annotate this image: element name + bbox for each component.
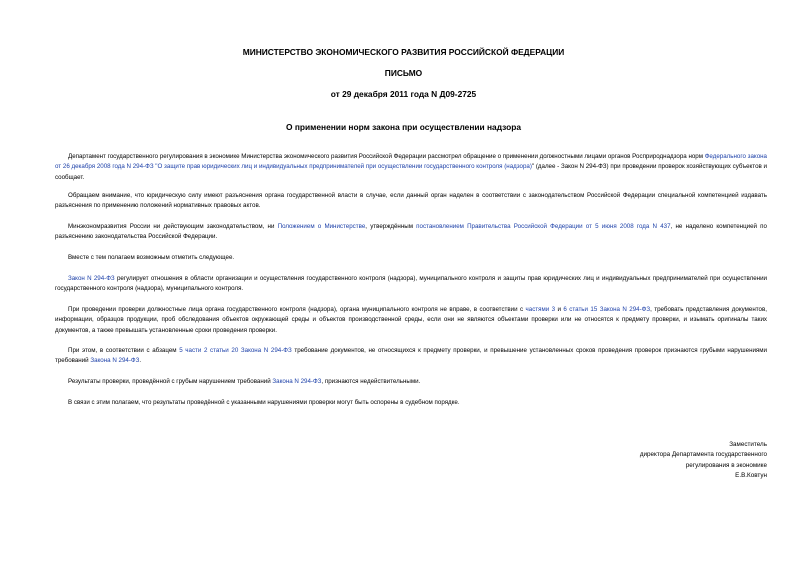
paragraph-7 <box>55 346 767 367</box>
p7-text-1: При этом, в соответствии с абзацем <box>68 347 180 354</box>
link-law-294-p7[interactable]: Закона N 294-ФЗ <box>90 357 140 365</box>
link-article-15[interactable]: 6 статьи 15 Закона N 294-ФЗ <box>563 306 651 313</box>
p6-text-1: При проведении проверки должностные лица органа государственного контроля (надзора), органа муниципального контроля не вправе, в соответствии с <box>68 306 526 313</box>
signature-department-2: регулирования в экономике <box>685 461 767 469</box>
p9-text-1: В связи с этим полагаем, что результаты проведённой с указанными нарушениями проверки могут быть оспорены в судебном порядке. <box>68 399 460 406</box>
p8-text-1: Результаты проверки, проведённой с грубым нарушением требований <box>68 378 273 385</box>
p7-text-3: . <box>139 357 142 365</box>
paragraph-8 <box>55 377 767 387</box>
signature-department: директора Департамента государственного <box>639 451 767 459</box>
p3-text-1: Минэкономразвития России ни действующим законодательством, ни <box>68 223 278 230</box>
paragraph-3 <box>55 222 767 243</box>
p1-text-1: Департамент государственного регулирования в экономике Министерства экономического развития Российской Федерации рассмотрел обращение о применении должностными лицами органов Росприроднадзора норм <box>68 153 705 160</box>
paragraph-6 <box>55 305 767 336</box>
p6-text-3: , требовать представления документов, информации, образцов продукции, проб обследования объектов окружающей среды и объектов производственной среды, если они не являются объектами проверки или не относятся к предмету проверки, и изымать оригиналы таких документов, а также превышать установленные сроки проведения проверки. <box>55 306 767 334</box>
link-parts-3[interactable]: частями 3 <box>525 306 556 313</box>
paragraph-1 <box>55 152 767 183</box>
p6-text-2: и <box>555 306 564 313</box>
signature-position: Заместитель <box>729 441 767 448</box>
document-type: ПИСЬМО <box>384 68 423 78</box>
link-law-294-p5[interactable]: Закон N 294-ФЗ <box>68 275 115 282</box>
paragraph-9 <box>55 398 767 408</box>
p8-text-2: , признаются недействительными. <box>321 378 421 385</box>
link-article-20[interactable]: 5 части 2 статьи 20 Закона N 294-ФЗ <box>179 347 292 354</box>
document-date-number: от 29 декабря 2011 года N Д09-2725 <box>330 89 477 99</box>
p7-text-2: требование документов, не относящихся к предмету проверки, и превышение установленных сроков проведения проверок признаются грубыми нарушениями требований <box>55 347 767 365</box>
paragraph-5 <box>55 274 767 295</box>
ministry-title: МИНИСТЕРСТВО ЭКОНОМИЧЕСКОГО РАЗВИТИЯ РОССИЙСКОЙ ФЕДЕРАЦИИ <box>242 47 565 57</box>
p2-text-1: Обращаем внимание, что юридическую силу имеют разъяснения органа государственной власти в случае, если данный орган наделен в соответствии с законодательством Российской Федерации специальной компетенцией издавать разъяснения по применению положений нормативных правовых актов. <box>55 192 767 210</box>
signature-block <box>567 440 767 481</box>
p3-text-2: , утверждённым <box>365 223 417 230</box>
paragraph-2 <box>55 191 767 212</box>
p4-text-1: Вместе с тем полагаем возможным отметить следующее. <box>68 254 235 261</box>
document-subject: О применении норм закона при осуществлении надзора <box>286 122 521 132</box>
link-ministry-regulation[interactable]: Положением о Министерстве <box>277 223 366 230</box>
signature-name: Е.В.Ковтун <box>735 471 767 479</box>
p1-text-2: " (далее - Закон N 294-ФЗ) при проведении проверок хозяйствующих субъектов и сообщает. <box>55 163 767 181</box>
p3-text-3: , не наделено компетенцией по разъяснению законодательства Российской Федерации. <box>55 223 767 241</box>
link-government-decree-437[interactable]: постановлением Правительства Российской Федерации от 5 июня 2008 года N 437 <box>416 223 671 230</box>
link-law-294-p8[interactable]: Закона N 294-ФЗ <box>272 378 322 385</box>
link-federal-law-294[interactable]: Федерального закона от 26 декабря 2008 года N 294-ФЗ "О защите прав юридических лиц и индивидуальных предпринимателей при осуществлении государственного контроля (надзора) <box>55 153 767 171</box>
p5-text-1: регулирует отношения в области организации и осуществления государственного контроля (надзора), муниципального контроля и защиты прав юридических лиц и индивидуальных предпринимателей при осуществлении государственного контроля (надзора), муниципального контроля. <box>55 275 767 293</box>
paragraph-4 <box>55 253 767 263</box>
